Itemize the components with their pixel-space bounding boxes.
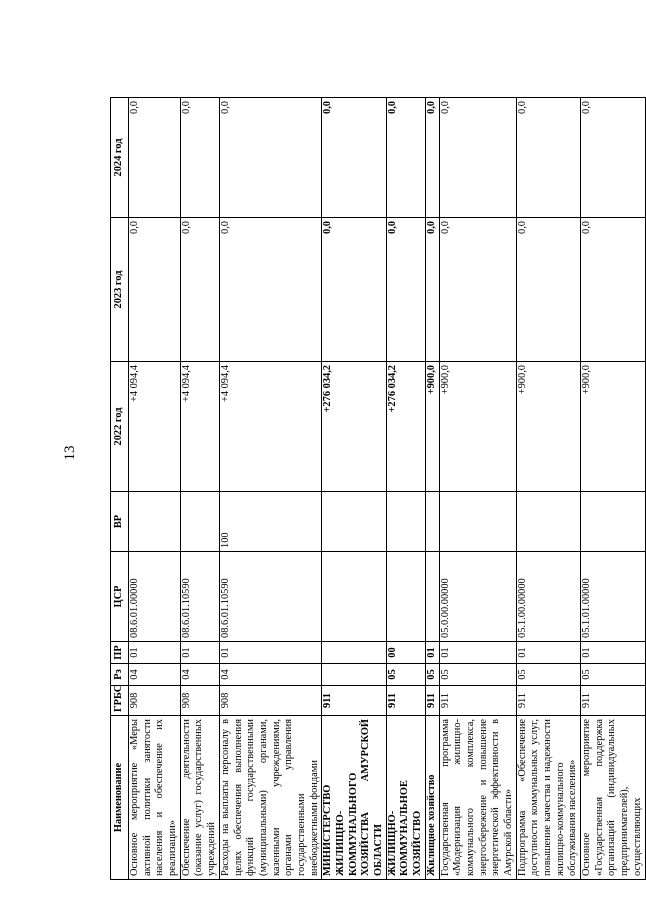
cell-y2023: 0,0: [439, 218, 516, 362]
cell-y2024: 0,0: [386, 98, 425, 218]
header-2023: 2023 год: [111, 218, 129, 362]
cell-y2024: 0,0: [439, 98, 516, 218]
cell-y2022: +900,0: [439, 362, 516, 492]
cell-y2022: +276 034,2: [322, 362, 386, 492]
table-wrapper: [110, 98, 643, 880]
cell-y2024: 0,0: [322, 98, 386, 218]
cell-grbs: 911: [439, 686, 516, 716]
table-body: [129, 98, 646, 880]
cell-rz: 04: [180, 664, 219, 686]
header-vr: ВР: [111, 492, 129, 552]
cell-vr: [425, 492, 439, 552]
table-header-row: [111, 98, 129, 880]
cell-vr: [439, 492, 516, 552]
cell-pr: 01: [425, 642, 439, 664]
page-number: 13: [62, 445, 78, 461]
cell-pr: 01: [180, 642, 219, 664]
cell-csr: [425, 552, 439, 642]
cell-y2022: +4 094,4: [180, 362, 219, 492]
cell-y2022: +900,0: [516, 362, 580, 492]
cell-y2024: 0,0: [581, 98, 645, 218]
cell-name: Подпрограмма «Обеспечение доступности коммунальных услуг, повышение качества и надежности жилищно-коммунального обслуживания населения»: [516, 716, 580, 880]
cell-vr: [322, 492, 386, 552]
cell-y2022: +4 094,4: [219, 362, 322, 492]
cell-pr: 01: [516, 642, 580, 664]
header-2022: 2022 год: [111, 362, 129, 492]
header-2024: 2024 год: [111, 98, 129, 218]
cell-vr: [516, 492, 580, 552]
cell-vr: 100: [219, 492, 322, 552]
header-grbs: ГРБС: [111, 686, 129, 716]
cell-y2024: 0,0: [180, 98, 219, 218]
cell-pr: 00: [386, 642, 425, 664]
cell-y2023: 0,0: [129, 218, 181, 362]
table-row: [581, 98, 645, 880]
cell-csr: 08.6.01.10590: [219, 552, 322, 642]
cell-y2023: 0,0: [219, 218, 322, 362]
cell-grbs: 911: [386, 686, 425, 716]
table-row: [516, 98, 580, 880]
cell-grbs: 908: [180, 686, 219, 716]
cell-y2022: +900,0: [425, 362, 439, 492]
cell-name: Основное мероприятие «Государственная поддержка организаций (индивидуальных предпринимателей), осуществляющих: [581, 716, 645, 880]
cell-vr: [129, 492, 181, 552]
cell-y2024: 0,0: [425, 98, 439, 218]
cell-name: Государственная программа «Модернизация жилищно-коммунального комплекса, энергосбережение и повышение энергетической эффективности в Амурской области»: [439, 716, 516, 880]
cell-rz: 05: [581, 664, 645, 686]
cell-pr: 01: [439, 642, 516, 664]
cell-vr: [581, 492, 645, 552]
table-row: [425, 98, 439, 880]
cell-csr: 08.6.01.10590: [180, 552, 219, 642]
cell-y2023: 0,0: [516, 218, 580, 362]
cell-y2022: +4 094,4: [129, 362, 181, 492]
header-rz: Рз: [111, 664, 129, 686]
cell-csr: 05.0.00.00000: [439, 552, 516, 642]
cell-pr: 01: [219, 642, 322, 664]
cell-csr: 08.6.01.00000: [129, 552, 181, 642]
cell-name: Основное мероприятие «Меры активной политики занятости населения и обеспечение их реализации»: [129, 716, 181, 880]
cell-pr: 01: [129, 642, 181, 664]
table-row: [129, 98, 181, 880]
table-row: [322, 98, 386, 880]
header-name: Наименование: [111, 716, 129, 880]
cell-name: Жилищное хозяйство: [425, 716, 439, 880]
cell-name: Расходы на выплаты персоналу в целях обеспечения выполнения функций государственными (муниципальными) органами, казенными учреждениями, органами управления государственными внебюджетными фондами: [219, 716, 322, 880]
cell-csr: [386, 552, 425, 642]
cell-grbs: 911: [322, 686, 386, 716]
cell-grbs: 908: [219, 686, 322, 716]
header-pr: ПР: [111, 642, 129, 664]
table-row: [219, 98, 322, 880]
cell-rz: 04: [219, 664, 322, 686]
cell-y2022: +900,0: [581, 362, 645, 492]
cell-y2024: 0,0: [516, 98, 580, 218]
table-row: [439, 98, 516, 880]
cell-y2023: 0,0: [425, 218, 439, 362]
cell-y2024: 0,0: [219, 98, 322, 218]
table-row: [386, 98, 425, 880]
table-row: [180, 98, 219, 880]
header-csr: ЦСР: [111, 552, 129, 642]
cell-y2023: 0,0: [386, 218, 425, 362]
cell-pr: 01: [581, 642, 645, 664]
cell-grbs: 908: [129, 686, 181, 716]
cell-rz: 05: [516, 664, 580, 686]
cell-rz: 05: [386, 664, 425, 686]
rotated-table-frame: [110, 98, 643, 880]
cell-y2024: 0,0: [129, 98, 181, 218]
cell-y2023: 0,0: [581, 218, 645, 362]
cell-y2023: 0,0: [322, 218, 386, 362]
cell-grbs: 911: [425, 686, 439, 716]
cell-name: МИНИСТЕРСТВО ЖИЛИЩНО-КОММУНАЛЬНОГО ХОЗЯЙСТВА АМУРСКОЙ ОБЛАСТИ: [322, 716, 386, 880]
cell-rz: [322, 664, 386, 686]
cell-rz: 04: [129, 664, 181, 686]
cell-rz: 05: [425, 664, 439, 686]
cell-vr: [180, 492, 219, 552]
cell-grbs: 911: [581, 686, 645, 716]
cell-vr: [386, 492, 425, 552]
cell-y2023: 0,0: [180, 218, 219, 362]
cell-y2022: +276 034,2: [386, 362, 425, 492]
cell-csr: 05.1.01.00000: [581, 552, 645, 642]
cell-name: ЖИЛИЩНО-КОММУНАЛЬНОЕ ХОЗЯЙСТВО: [386, 716, 425, 880]
cell-csr: 05.1.00.00000: [516, 552, 580, 642]
budget-table: [110, 97, 646, 880]
cell-csr: [322, 552, 386, 642]
cell-pr: [322, 642, 386, 664]
cell-grbs: 911: [516, 686, 580, 716]
cell-name: Обеспечение деятельности (оказание услуг) государственных учреждений: [180, 716, 219, 880]
cell-rz: 05: [439, 664, 516, 686]
